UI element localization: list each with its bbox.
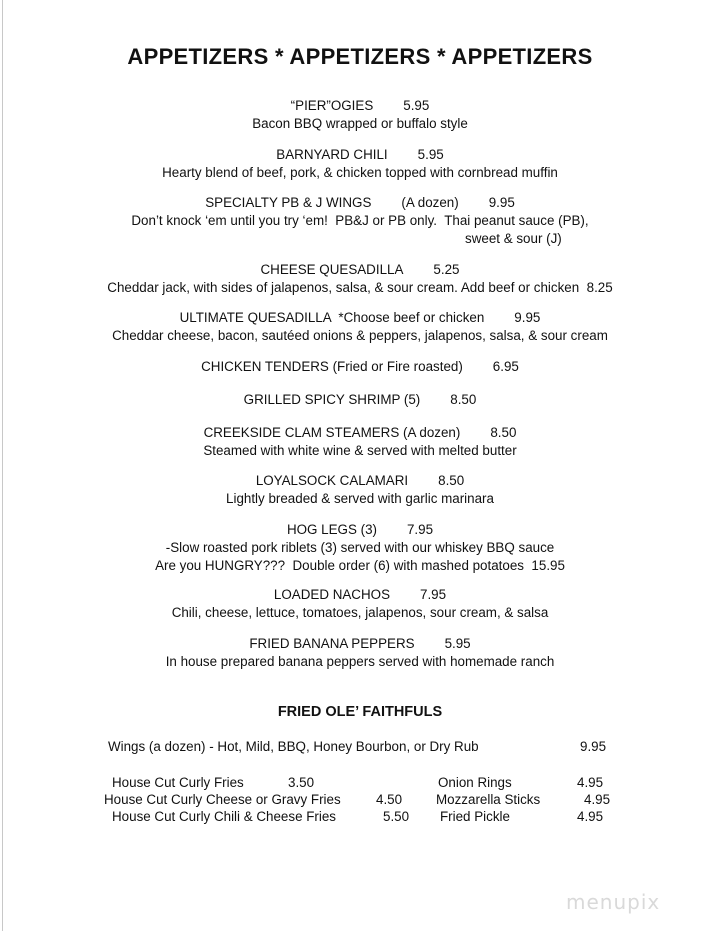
side-item-name: House Cut Curly Chili & Cheese Fries [112, 809, 336, 824]
item-note: (A dozen) [401, 195, 459, 210]
side-item-name: House Cut Curly Fries [112, 775, 244, 790]
side-item-price: 5.50 [383, 809, 410, 824]
menu-item-barnyard-chili [0, 146, 720, 182]
item-price: 9.95 [488, 195, 515, 210]
item-price: 7.95 [420, 587, 447, 602]
item-name: SPECIALTY PB & J WINGS [205, 195, 372, 210]
sides-left-column [104, 774, 424, 825]
sides-right-column [436, 774, 626, 825]
wings-label: Wings (a dozen) - Hot, Mild, BBQ, Honey Bourbon, or Dry Rub [108, 739, 479, 754]
side-item [436, 774, 626, 791]
menu-item-spicy-shrimp [0, 391, 720, 409]
item-name: LOADED NACHOS [273, 587, 390, 602]
item-description: Hearty blend of beef, pork, & chicken topped with cornbread muffin [162, 165, 558, 180]
item-name: BARNYARD CHILI [276, 147, 388, 162]
menu-item-ultimate-quesadilla [0, 309, 720, 345]
side-item-price: 4.95 [577, 809, 604, 824]
item-price: 5.95 [417, 147, 444, 162]
item-name: CHEESE QUESADILLA [260, 262, 404, 277]
item-name: CHICKEN TENDERS (Fried or Fire roasted) [201, 359, 463, 374]
item-name: LOYALSOCK CALAMARI [255, 473, 409, 488]
item-price: 8.50 [490, 425, 517, 440]
item-price: 9.95 [514, 310, 541, 325]
item-price: 5.95 [444, 636, 471, 651]
item-name: CREEKSIDE CLAM STEAMERS (A dozen) [203, 425, 461, 440]
menu-item-pbj-wings [0, 194, 720, 248]
side-item-name: Onion Rings [438, 775, 512, 790]
side-item-name: Mozzarella Sticks [436, 792, 541, 807]
side-item-name: House Cut Curly Cheese or Gravy Fries [104, 792, 341, 807]
menu-item-banana-peppers [0, 635, 720, 671]
side-item-price: 4.95 [584, 792, 611, 807]
page-title: APPETIZERS * APPETIZERS * APPETIZERS [127, 44, 593, 69]
item-price: 8.50 [438, 473, 465, 488]
item-price: 8.50 [450, 392, 477, 407]
side-item [104, 808, 424, 825]
item-description: Cheddar jack, with sides of jalapenos, salsa, & sour cream. Add beef or chicken 8.25 [107, 280, 613, 295]
item-price: 5.95 [403, 98, 430, 113]
item-description: Bacon BBQ wrapped or buffalo style [252, 116, 468, 131]
item-description: Don’t knock ‘em until you try ‘em! PB&J or PB only. Thai peanut sauce (PB), [131, 213, 589, 228]
item-note: *Choose beef or chicken [338, 310, 485, 325]
item-description-cont: Are you HUNGRY??? Double order (6) with mashed potatoes 15.95 [155, 558, 565, 573]
section-title: FRIED OLE’ FAITHFULS [277, 704, 443, 720]
side-item-price: 3.50 [288, 775, 315, 790]
item-name: HOG LEGS (3) [286, 522, 377, 537]
wings-line [108, 738, 618, 756]
side-item-name: Fried Pickle [440, 809, 510, 824]
menu-item-clam-steamers [0, 424, 720, 460]
item-description: Steamed with white wine & served with melted butter [203, 443, 517, 458]
menu-item-chicken-tenders [0, 358, 720, 376]
menu-item-hog-legs [0, 521, 720, 575]
watermark-logo: menupix [566, 890, 661, 914]
menu-item-pierogies [0, 97, 720, 133]
item-description: Chili, cheese, lettuce, tomatoes, jalapenos, sour cream, & salsa [171, 605, 549, 620]
item-price: 7.95 [406, 522, 434, 537]
item-description: -Slow roasted pork riblets (3) served with our whiskey BBQ sauce [165, 540, 555, 555]
side-item [104, 774, 424, 791]
item-description: In house prepared banana peppers served with homemade ranch [165, 654, 555, 669]
menu-item-loaded-nachos [0, 586, 720, 622]
page-border [2, 0, 3, 931]
item-name: GRILLED SPICY SHRIMP (5) [243, 392, 421, 407]
item-price: 5.25 [433, 262, 460, 277]
side-item [436, 791, 626, 808]
side-item-price: 4.95 [577, 775, 604, 790]
menu-item-calamari [0, 472, 720, 508]
menu-item-cheese-quesadilla [0, 261, 720, 297]
item-description-cont: sweet & sour (J) [465, 231, 562, 246]
item-price: 6.95 [492, 359, 519, 374]
item-name: ULTIMATE QUESADILLA [179, 310, 331, 325]
item-name: FRIED BANANA PEPPERS [249, 636, 415, 651]
side-item [436, 808, 626, 825]
item-name: “PIER”OGIES [290, 98, 374, 113]
item-description: Lightly breaded & served with garlic marinara [226, 491, 494, 506]
side-item [104, 791, 424, 808]
item-description: Cheddar cheese, bacon, sautéed onions & peppers, jalapenos, salsa, & sour cream [112, 328, 608, 343]
wings-price: 9.95 [580, 739, 607, 754]
side-item-price: 4.50 [376, 792, 403, 807]
